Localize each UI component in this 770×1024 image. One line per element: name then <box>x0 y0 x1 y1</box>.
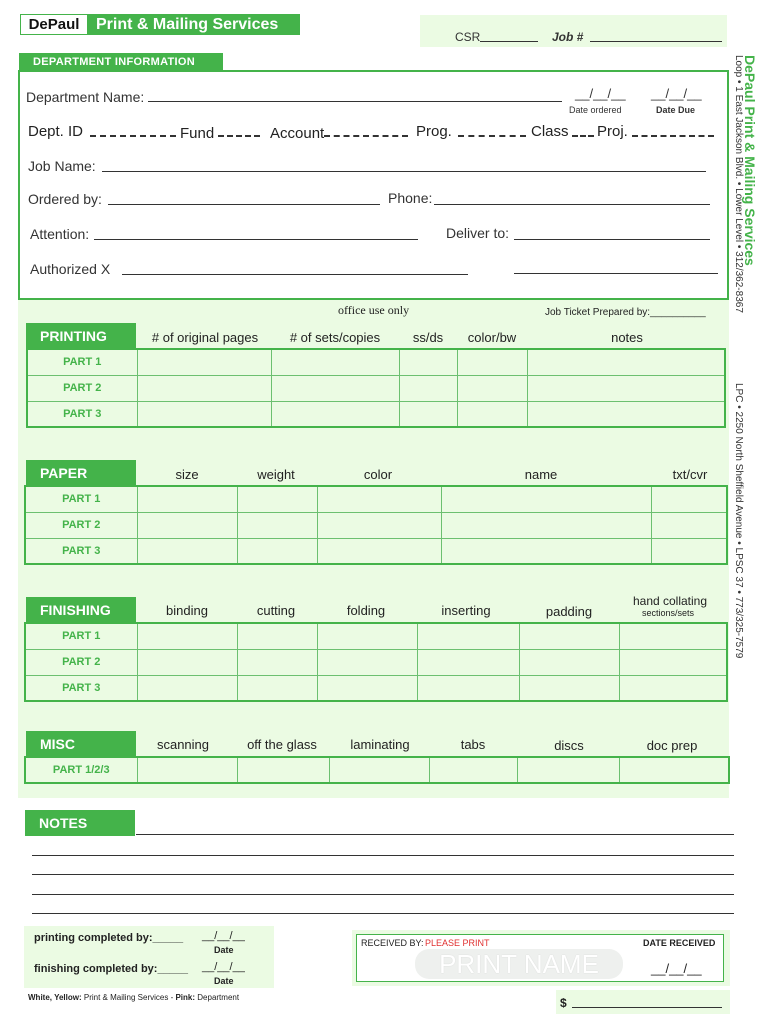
printing-table <box>26 348 726 428</box>
cell[interactable] <box>457 375 527 401</box>
cell[interactable] <box>137 649 237 675</box>
col-color: color <box>363 467 393 482</box>
cell[interactable] <box>329 757 429 783</box>
job-name-label: Job Name: <box>28 158 96 174</box>
proj-field[interactable] <box>632 135 714 137</box>
col-txt-cvr: txt/cvr <box>672 467 708 482</box>
table-row <box>27 401 725 427</box>
date-ordered-label: Date ordered <box>569 105 622 115</box>
cell[interactable] <box>137 486 237 512</box>
col-padding: padding <box>545 604 593 619</box>
date-received-field[interactable]: __/__/__ <box>651 961 702 976</box>
authorized-signature-field[interactable] <box>122 274 468 275</box>
completion-box <box>24 926 274 988</box>
col-sets-copies: # of sets/copies <box>289 330 381 345</box>
class-field[interactable] <box>572 135 594 137</box>
please-print-label: PLEASE PRINT <box>425 938 490 948</box>
phone-label: Phone: <box>388 190 433 206</box>
paper-table <box>24 485 728 565</box>
finishing-tab: FINISHING <box>26 597 136 623</box>
cell[interactable] <box>651 486 727 512</box>
cell[interactable] <box>441 538 651 564</box>
date-due-field[interactable]: __/__/__ <box>651 86 702 101</box>
cell[interactable] <box>137 375 271 401</box>
class-label: Class <box>531 123 569 140</box>
print-name-field[interactable]: PRINT NAME <box>415 949 623 979</box>
cell[interactable] <box>237 757 329 783</box>
cell[interactable] <box>237 623 317 649</box>
cell[interactable] <box>619 757 729 783</box>
cell[interactable] <box>317 675 417 701</box>
dept-name-label: Department Name: <box>26 89 145 105</box>
cell[interactable] <box>651 512 727 538</box>
col-tabs: tabs <box>460 737 486 752</box>
prog-label: Prog. <box>416 123 452 140</box>
account-field[interactable] <box>324 135 408 137</box>
cell[interactable] <box>137 512 237 538</box>
csr-field[interactable] <box>480 41 538 42</box>
col-doc-prep: doc prep <box>646 738 698 753</box>
dept-id-label: Dept. ID <box>28 123 84 140</box>
deliver-to-field-2[interactable] <box>514 273 718 274</box>
cell[interactable] <box>137 675 237 701</box>
cell[interactable] <box>137 623 237 649</box>
cell[interactable] <box>651 538 727 564</box>
notes-line[interactable] <box>136 834 734 835</box>
cell[interactable] <box>399 401 457 427</box>
cell[interactable] <box>519 675 619 701</box>
copies-text: Print & Mailing Services - <box>83 993 176 1002</box>
notes-line[interactable] <box>32 874 734 875</box>
csr-job-box <box>420 15 727 47</box>
job-name-field[interactable] <box>102 171 706 172</box>
row-label: PART 2 <box>27 375 137 401</box>
col-laminating: laminating <box>350 737 410 752</box>
table-row <box>25 757 729 783</box>
job-number-field[interactable] <box>590 41 722 42</box>
logo-depaul: DePaul <box>20 14 88 35</box>
cell[interactable] <box>317 512 441 538</box>
dept-name-field[interactable] <box>148 101 562 102</box>
row-label: PART 1 <box>25 623 137 649</box>
deliver-to-field[interactable] <box>514 239 710 240</box>
side-brand: DePaul Print & Mailing Services <box>742 55 758 266</box>
cell[interactable] <box>619 675 727 701</box>
side-lpc-address: LPC • 2250 North Sheffield Avenue • LPSC 37 • 773/325-7579 <box>733 383 744 659</box>
printing-tab: PRINTING <box>26 323 136 349</box>
cell[interactable] <box>317 538 441 564</box>
cell[interactable] <box>417 675 519 701</box>
col-off-the-glass: off the glass <box>247 737 317 752</box>
date-received-label: DATE RECEIVED <box>643 938 716 948</box>
cell[interactable] <box>457 401 527 427</box>
col-binding: binding <box>166 603 208 618</box>
cell[interactable] <box>137 349 271 375</box>
date-label: Date <box>214 976 234 986</box>
cell[interactable] <box>399 375 457 401</box>
cell[interactable] <box>441 512 651 538</box>
date-due-label: Date Due <box>656 105 696 115</box>
department-info-box <box>18 70 729 300</box>
row-label: PART 3 <box>25 538 137 564</box>
office-use-label: office use only <box>338 303 410 317</box>
col-original-pages: # of original pages <box>151 330 259 345</box>
amount-box <box>556 990 730 1014</box>
cell[interactable] <box>417 649 519 675</box>
cell[interactable] <box>527 401 725 427</box>
copies-white-yellow: White, Yellow: <box>28 993 82 1002</box>
table-row <box>25 623 727 649</box>
cell[interactable] <box>527 349 725 375</box>
cell[interactable] <box>137 538 237 564</box>
cell[interactable] <box>237 538 317 564</box>
cell[interactable] <box>441 486 651 512</box>
deliver-to-label: Deliver to: <box>446 225 510 241</box>
col-color-bw: color/bw <box>467 330 517 345</box>
cell[interactable] <box>517 757 619 783</box>
proj-label: Proj. <box>597 123 628 140</box>
row-label: PART 3 <box>25 675 137 701</box>
side-loop-address: Loop • 1 East Jackson Blvd. • Lower Level • 312/362-8367 <box>733 55 744 313</box>
cell[interactable] <box>237 675 317 701</box>
dollar-label: $ <box>560 996 567 1010</box>
cell[interactable] <box>271 375 399 401</box>
department-info-tab: DEPARTMENT INFORMATION <box>19 53 223 71</box>
notes-line[interactable] <box>32 894 734 895</box>
col-size: size <box>175 467 199 482</box>
ordered-by-field[interactable] <box>108 204 380 205</box>
col-sections-sets: sections/sets <box>641 608 695 618</box>
col-folding: folding <box>346 603 386 618</box>
cell[interactable] <box>237 486 317 512</box>
phone-field[interactable] <box>434 204 710 205</box>
notes-line[interactable] <box>32 855 734 856</box>
misc-table <box>24 756 730 784</box>
fund-label: Fund <box>180 125 215 142</box>
job-number-label: Job # <box>552 30 584 44</box>
col-discs: discs <box>554 738 584 753</box>
cell[interactable] <box>519 649 619 675</box>
col-cutting: cutting <box>256 603 296 618</box>
cell[interactable] <box>317 623 417 649</box>
received-by-label: RECEIVED BY: <box>361 938 424 948</box>
col-scanning: scanning <box>156 737 210 752</box>
col-name: name <box>524 467 558 482</box>
cell[interactable] <box>137 757 237 783</box>
finishing-completed-by[interactable]: finishing completed by:_____ <box>34 963 189 975</box>
cell[interactable] <box>527 375 725 401</box>
notes-line[interactable] <box>32 913 734 914</box>
finishing-completed-date-field[interactable]: __/__/__ <box>202 961 245 973</box>
table-row <box>25 538 727 564</box>
table-row <box>25 486 727 512</box>
printing-completed-by[interactable]: printing completed by:_____ <box>34 932 184 944</box>
col-inserting: inserting <box>441 603 491 618</box>
copy-distribution-note <box>28 993 239 1002</box>
table-row <box>25 675 727 701</box>
row-label: PART 2 <box>25 649 137 675</box>
col-notes: notes <box>611 330 643 345</box>
amount-field[interactable] <box>572 1007 722 1008</box>
paper-tab: PAPER <box>26 460 136 486</box>
cell[interactable] <box>429 757 517 783</box>
cell[interactable] <box>457 349 527 375</box>
cell[interactable] <box>237 512 317 538</box>
account-label: Account <box>270 125 325 142</box>
dept-id-field[interactable] <box>90 135 176 137</box>
cell[interactable] <box>137 401 271 427</box>
misc-tab: MISC <box>26 731 136 757</box>
col-weight: weight <box>257 467 295 482</box>
cell[interactable] <box>317 486 441 512</box>
notes-tab: NOTES <box>25 810 135 836</box>
form-title: Print & Mailing Services <box>88 14 300 35</box>
copies-pink-text: Department <box>197 993 240 1002</box>
table-row <box>25 512 727 538</box>
cell[interactable] <box>619 623 727 649</box>
cell[interactable] <box>271 349 399 375</box>
row-label: PART 1/2/3 <box>25 757 137 783</box>
cell[interactable] <box>317 649 417 675</box>
received-box <box>356 934 724 982</box>
cell[interactable] <box>271 401 399 427</box>
table-row <box>27 375 725 401</box>
date-ordered-field[interactable]: __/__/__ <box>575 86 626 101</box>
prog-field[interactable] <box>458 135 526 137</box>
row-label: PART 2 <box>25 512 137 538</box>
ordered-by-label: Ordered by: <box>28 191 102 207</box>
col-ss-ds: ss/ds <box>412 330 444 345</box>
job-ticket-prepared-by[interactable]: Job Ticket Prepared by:__________ <box>545 307 706 318</box>
authorized-label: Authorized X <box>30 261 111 277</box>
date-label: Date <box>214 945 234 955</box>
fund-field[interactable] <box>218 135 260 137</box>
cell[interactable] <box>619 649 727 675</box>
cell[interactable] <box>399 349 457 375</box>
finishing-table <box>24 622 728 702</box>
table-row <box>27 349 725 375</box>
copies-pink: Pink: <box>175 993 196 1002</box>
col-hand-collating: hand collating <box>632 594 708 608</box>
received-box-bg <box>352 930 730 986</box>
table-row <box>25 649 727 675</box>
row-label: PART 3 <box>27 401 137 427</box>
attention-field[interactable] <box>94 239 418 240</box>
printing-completed-date-field[interactable]: __/__/__ <box>202 930 245 942</box>
csr-label: CSR <box>455 30 481 44</box>
cell[interactable] <box>519 623 619 649</box>
row-label: PART 1 <box>27 349 137 375</box>
row-label: PART 1 <box>25 486 137 512</box>
attention-label: Attention: <box>30 226 90 242</box>
cell[interactable] <box>237 649 317 675</box>
cell[interactable] <box>417 623 519 649</box>
